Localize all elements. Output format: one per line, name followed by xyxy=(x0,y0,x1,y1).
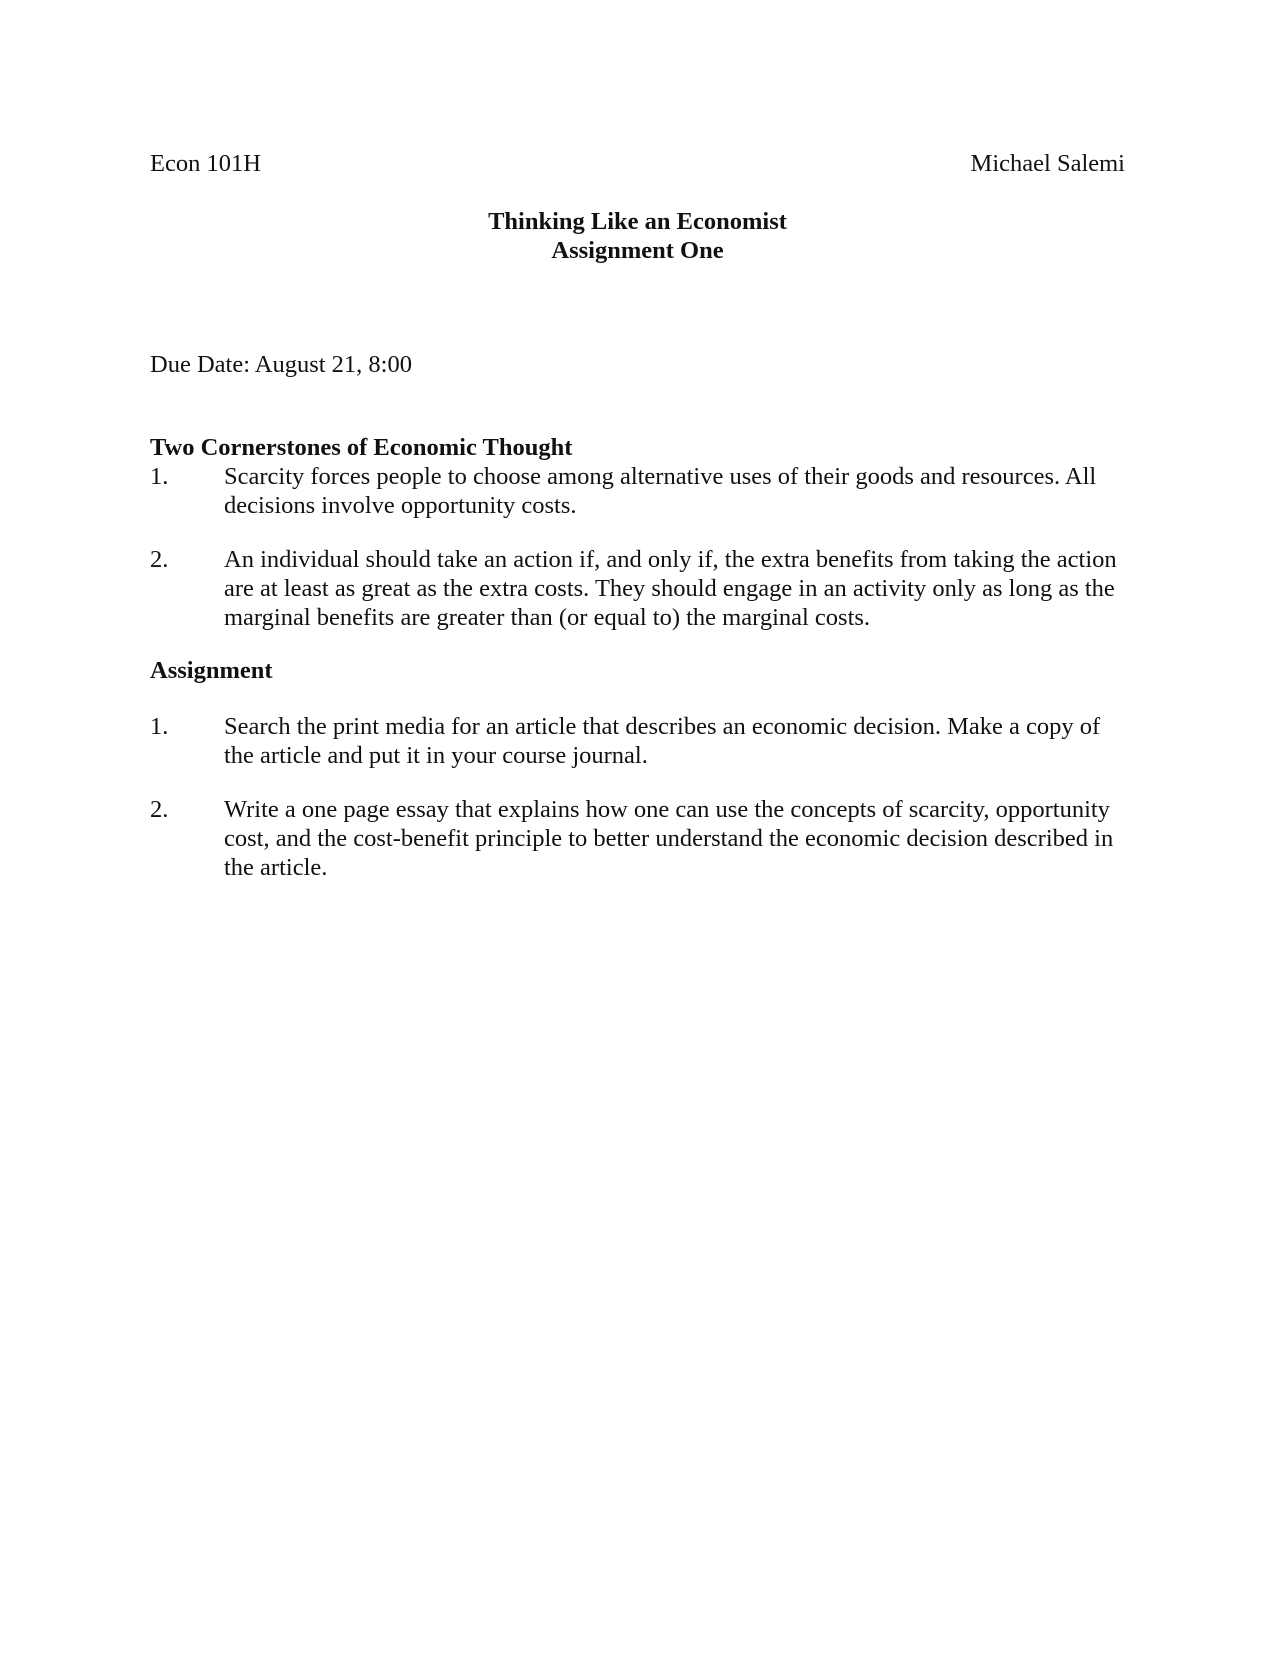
assignment-item-2 xyxy=(150,795,1130,882)
assignment-item-1 xyxy=(150,712,1130,770)
item-text: An individual should take an action if, and only if, the extra benefits from taking the action are at least as great as the extra costs. They should engage in an activity only as long as the marginal benefits are greater than (or equal to) the marginal costs. xyxy=(224,546,1117,631)
item-number: 2. xyxy=(150,546,169,573)
item-text: Search the print media for an article that describes an economic decision. Make a copy of the article and put it in your course journal. xyxy=(224,713,1101,769)
title-line-1: Thinking Like an Economist xyxy=(488,208,787,235)
document-header xyxy=(150,149,1125,179)
item-number: 1. xyxy=(150,713,169,740)
title-line-2: Assignment One xyxy=(551,237,724,264)
cornerstone-item-1 xyxy=(150,462,1130,520)
item-number: 2. xyxy=(150,796,169,823)
item-text: Scarcity forces people to choose among alternative uses of their goods and resources. All decisions involve opportunity costs. xyxy=(224,463,1097,519)
item-text: Write a one page essay that explains how one can use the concepts of scarcity, opportunity cost, and the cost-benefit principle to better understand the economic decision described in the article. xyxy=(224,796,1114,881)
course-code: Econ 101H xyxy=(150,150,261,177)
assignment-heading: Assignment xyxy=(150,657,273,684)
author-name: Michael Salemi xyxy=(970,150,1125,177)
item-number: 1. xyxy=(150,463,169,490)
cornerstones-heading: Two Cornerstones of Economic Thought xyxy=(150,434,573,461)
document-page xyxy=(150,0,1130,1656)
document-title xyxy=(150,207,1125,265)
cornerstone-item-2 xyxy=(150,545,1130,632)
due-date: Due Date: August 21, 8:00 xyxy=(150,351,412,378)
